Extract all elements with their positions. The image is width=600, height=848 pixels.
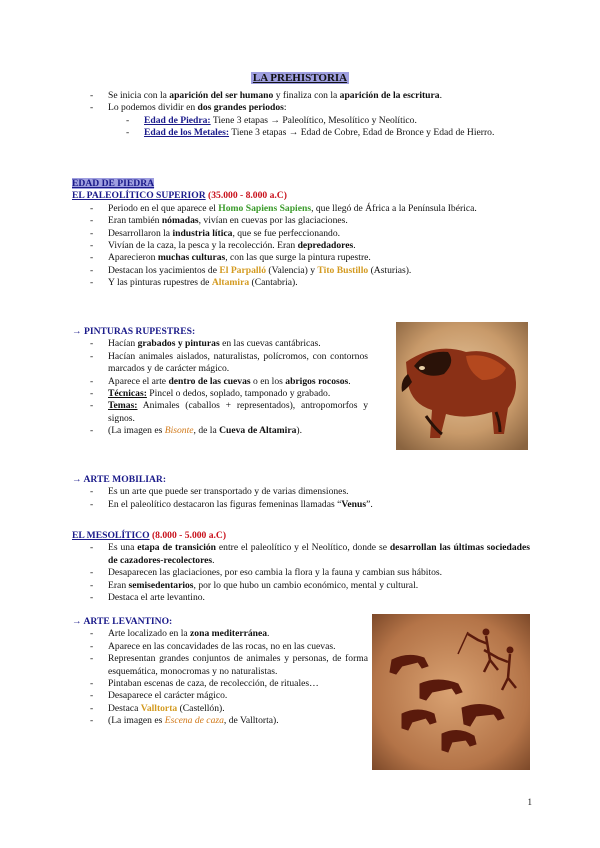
list-item: - En el paleolítico destacaron las figuras femeninas llamadas “Venus”.: [90, 499, 530, 511]
period-item-piedra: - Edad de Piedra: Tiene 3 etapas → Paleolítico, Mesolítico y Neolítico.: [126, 115, 530, 127]
list-item: - Aparece el arte dentro de las cuevas o en los abrigos rocosos.: [90, 376, 368, 388]
pinturas-rupestres-section: [72, 326, 368, 438]
list-item: - Desarrollaron la industria lítica, que se fue perfeccionando.: [90, 228, 530, 240]
subsection-heading: → ARTE LEVANTINO:: [72, 616, 173, 627]
list-item: - Destaca el arte levantino.: [90, 592, 530, 604]
list-item: - Vivían de la caza, la pesca y la recolección. Eran depredadores.: [90, 240, 530, 252]
list-item: - (La imagen es Bisonte, de la Cueva de Altamira).: [90, 425, 368, 437]
list-item: - Técnicas: Pincel o dedos, soplado, tamponado y grabado.: [90, 388, 368, 400]
intro-item: - Se inicia con la aparición del ser humano y finaliza con la aparición de la escritura.: [90, 90, 530, 102]
list-item: - (La imagen es Escena de caza, de Valltorta).: [90, 715, 368, 727]
list-item: - Es una etapa de transición entre el paleolítico y el Neolítico, donde se desarrollan las últimas sociedades de cazadores-recolectores.: [90, 542, 530, 567]
intro-section: [90, 90, 530, 140]
list-item: - Hacían animales aislados, naturalistas, polícromos, con contornos marcados y de carácter mágico.: [90, 351, 368, 376]
mesolitico-section: EL MESOLÍTICO (8.000 - 5.000 a.C) - Es una etapa de transición entre el paleolítico y el Neolítico, donde se desarrollan las últimas sociedades de cazadores-recolectores. - Desaparecen las glaciaciones, por eso cambia la flora y la fauna y cambian sus hábitos. - Eran semisedentarios, por lo que hubo un cambio económico, mental y cultural. - Destaca el arte levantino.: [72, 530, 530, 604]
list-item: - Eran también nómadas, vivían en cuevas por las glaciaciones.: [90, 215, 530, 227]
page-title: LA PREHISTORIA: [252, 72, 348, 84]
arte-mobiliar-section: [72, 474, 530, 511]
arte-levantino-section: [72, 616, 368, 728]
list-item: - Aparece en las concavidades de las rocas, no en las cuevas.: [90, 641, 368, 653]
hunting-scene-image: [372, 614, 530, 770]
edad-piedra-section: EDAD DE PIEDRA EL PALEOLÍTICO SUPERIOR (35.000 - 8.000 a.C) - Periodo en el que aparece el Homo Sapiens Sapiens, que llegó de África a la Península Ibérica. - Eran también nómadas, vivían en cuevas por las glaciaciones. - Desarrollaron la industria lítica, que se fue perfeccionando. - Vivían de la caza, la pesca y la recolección. Eran depredadores. - Aparecieron muchas culturas, con las que surge la pintura rupestre. - Destacan los yacimientos de El Parpalló (Valencia) y Tito Bustillo (Asturias). - Y las pinturas rupestres de Altamira (Cantabria).: [72, 178, 530, 290]
list-item: - Representan grandes conjuntos de animales y personas, de forma esquemática, monocromas y no naturalistas.: [90, 653, 368, 678]
list-item: - Periodo en el que aparece el Homo Sapiens Sapiens, que llegó de África a la Península Ibérica.: [90, 203, 530, 215]
section-heading: EDAD DE PIEDRA: [72, 178, 155, 189]
list-item: - Aparecieron muchas culturas, con las que surge la pintura rupestre.: [90, 252, 530, 264]
subsection-heading: → PINTURAS RUPESTRES:: [72, 326, 196, 337]
list-item: - Desaparece el carácter mágico.: [90, 690, 368, 702]
list-item: - Y las pinturas rupestres de Altamira (Cantabria).: [90, 277, 530, 289]
period-item-metales: - Edad de los Metales: Tiene 3 etapas → Edad de Cobre, Edad de Bronce y Edad de Hierro.: [126, 127, 530, 139]
list-item: - Eran semisedentarios, por lo que hubo un cambio económico, mental y cultural.: [90, 580, 530, 592]
paleolitico-heading: EL PALEOLÍTICO SUPERIOR: [72, 190, 206, 202]
list-item: - Es un arte que puede ser transportado y de varias dimensiones.: [90, 486, 530, 498]
list-item: - Hacían grabados y pinturas en las cuevas cantábricas.: [90, 338, 368, 350]
list-item: - Arte localizado en la zona mediterránea.: [90, 628, 368, 640]
list-item: - Destacan los yacimientos de El Parpalló (Valencia) y Tito Bustillo (Asturias).: [90, 265, 530, 277]
intro-item: - Lo podemos dividir en dos grandes periodos:: [90, 102, 530, 114]
list-item: - Desaparecen las glaciaciones, por eso cambia la flora y la fauna y cambian sus hábitos.: [90, 567, 530, 579]
mesolitico-heading: EL MESOLÍTICO: [72, 530, 150, 541]
list-item: - Destaca Valltorta (Castellón).: [90, 703, 368, 715]
list-item: - Temas: Animales (caballos + representados), antropomorfos y signos.: [90, 400, 368, 425]
page-number: 1: [527, 797, 532, 807]
list-item: - Pintaban escenas de caza, de recolección, de rituales…: [90, 678, 368, 690]
subsection-heading: → ARTE MOBILIAR:: [72, 474, 167, 485]
bison-image: [396, 322, 528, 450]
